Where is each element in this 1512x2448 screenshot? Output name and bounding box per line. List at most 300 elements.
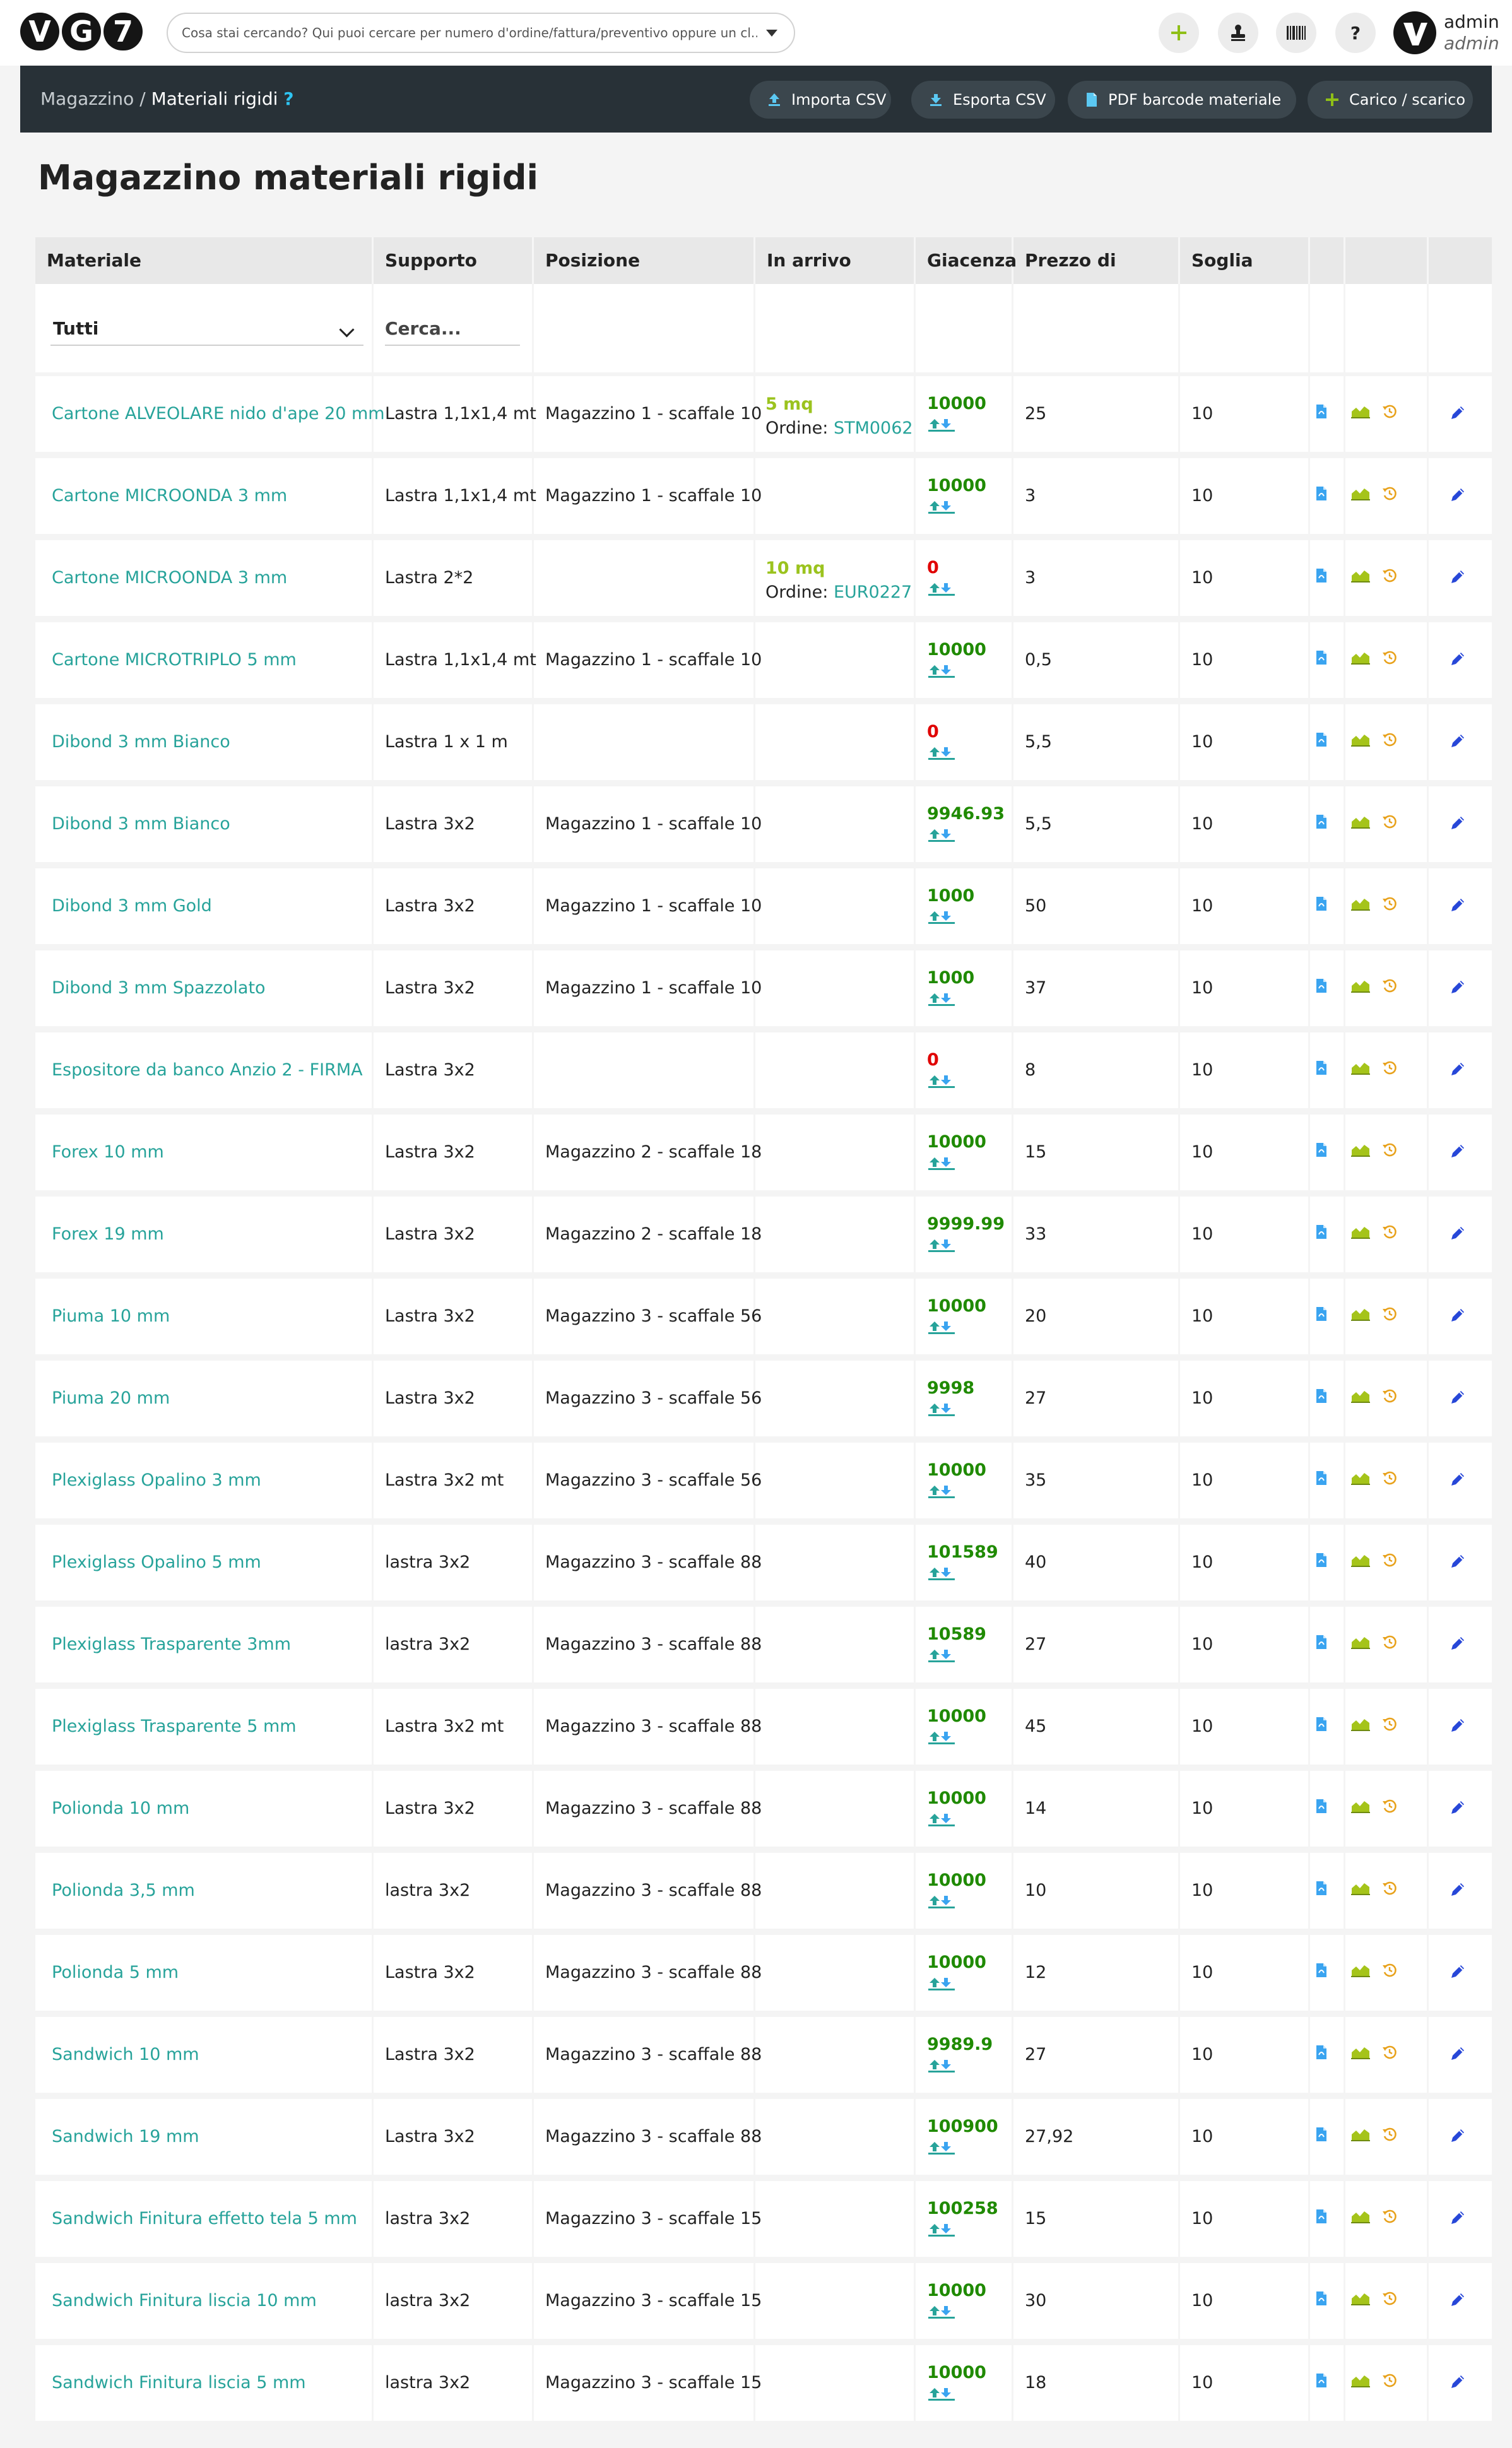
material-cell	[35, 1443, 374, 1518]
stock-move-button[interactable]	[927, 1156, 956, 1176]
threshold-cell	[1180, 704, 1310, 780]
pdf-button[interactable]	[1315, 1881, 1339, 1900]
edit-cell	[1429, 1443, 1492, 1518]
material-link[interactable]: Plexiglass Opalino 5 mm	[52, 1552, 261, 1572]
area-chart-icon	[1350, 486, 1371, 501]
support-value: lastra 3x2	[385, 1552, 471, 1572]
stock-move-button[interactable]	[927, 1812, 956, 1832]
edit-button[interactable]	[1449, 486, 1467, 508]
history-button[interactable]	[1382, 2209, 1409, 2228]
history-button[interactable]	[1382, 2291, 1409, 2310]
pencil-icon	[1449, 814, 1467, 832]
table-row	[35, 1032, 1492, 1108]
column-header-stock[interactable]: Giacenza	[916, 237, 1013, 284]
history-button[interactable]	[1382, 1635, 1409, 1654]
search-dropdown-caret-icon[interactable]	[766, 30, 777, 37]
price-value: 10	[1025, 1881, 1047, 1900]
table-filter-row	[35, 284, 1492, 376]
support-cell	[374, 622, 534, 698]
price-cell	[1013, 2017, 1180, 2093]
pdf-button[interactable]	[1315, 650, 1339, 670]
material-link[interactable]: Polionda 10 mm	[52, 1799, 190, 1818]
position-cell	[534, 786, 762, 862]
price-value: 5,5	[1025, 814, 1052, 834]
material-cell	[35, 1607, 374, 1682]
pdf-button[interactable]	[1315, 978, 1339, 998]
edit-button[interactable]	[1449, 1224, 1467, 1246]
threshold-value: 10	[1191, 1552, 1214, 1572]
edit-button[interactable]	[1449, 2373, 1467, 2395]
actions-cell	[1310, 458, 1345, 534]
history-button[interactable]	[1382, 1552, 1409, 1572]
position-value: Magazzino 3 - scaffale 88	[545, 2045, 762, 2064]
table-row	[35, 1361, 1492, 1436]
pdf-button[interactable]	[1315, 896, 1339, 916]
support-search-input[interactable]	[385, 312, 520, 346]
edit-button[interactable]	[1449, 1470, 1467, 1493]
pdf-button[interactable]	[1315, 2291, 1339, 2310]
history-button[interactable]	[1382, 568, 1409, 588]
stock-move-button[interactable]	[927, 1977, 956, 1996]
position-value: Magazzino 1 - scaffale 10	[545, 404, 762, 423]
actions-cell	[1345, 2099, 1429, 2175]
material-link[interactable]: Dibond 3 mm Gold	[52, 896, 212, 916]
column-header-material[interactable]: Materiale	[35, 237, 374, 284]
support-cell	[374, 1935, 534, 2011]
column-header-support[interactable]: Supporto	[374, 237, 534, 284]
stock-move-button[interactable]	[927, 1238, 956, 1258]
stock-cell	[916, 622, 1013, 698]
table-row	[35, 2099, 1492, 2175]
stock-move-icon	[927, 1812, 956, 1828]
chart-button[interactable]	[1350, 1881, 1382, 1900]
edit-button[interactable]	[1449, 1881, 1467, 1903]
pdf-button[interactable]	[1315, 1224, 1339, 1244]
edit-button[interactable]	[1449, 978, 1467, 1000]
support-value: Lastra 3x2	[385, 978, 475, 998]
edit-button[interactable]	[1449, 896, 1467, 918]
stock-move-button[interactable]	[927, 828, 956, 848]
history-button[interactable]	[1382, 1306, 1409, 1326]
file-pdf-icon	[1315, 1306, 1328, 1322]
stock-cell	[916, 1443, 1013, 1518]
history-button[interactable]	[1382, 896, 1409, 916]
actions-cell	[1345, 540, 1429, 616]
incoming-cell	[755, 2099, 916, 2175]
edit-button[interactable]	[1449, 404, 1467, 426]
chart-button[interactable]	[1350, 650, 1382, 670]
material-link[interactable]: Plexiglass Trasparente 3mm	[52, 1635, 292, 1654]
stock-move-icon	[927, 910, 956, 925]
table-row	[35, 376, 1492, 452]
edit-button[interactable]	[1449, 2291, 1467, 2313]
history-button[interactable]	[1382, 1963, 1409, 1982]
load-unload-label: Carico / scarico	[1349, 91, 1466, 109]
material-link[interactable]: Sandwich Finitura liscia 10 mm	[52, 2291, 317, 2310]
actions-cell	[1310, 1771, 1345, 1847]
filter-empty-cell	[755, 284, 916, 372]
material-cell	[35, 1689, 374, 1765]
chart-button[interactable]	[1350, 2045, 1382, 2064]
pdf-button[interactable]	[1315, 1963, 1339, 1982]
stock-value: 10000	[927, 1789, 986, 1808]
material-filter-select[interactable]	[50, 312, 363, 346]
pdf-button[interactable]	[1315, 1717, 1339, 1736]
history-button[interactable]	[1382, 1060, 1409, 1080]
price-cell	[1013, 868, 1180, 944]
actions-cell	[1345, 2345, 1429, 2421]
material-link[interactable]: Forex 19 mm	[52, 1224, 164, 1244]
history-button[interactable]	[1382, 1470, 1409, 1490]
edit-button[interactable]	[1449, 1963, 1467, 1985]
stock-move-button[interactable]	[927, 418, 956, 437]
history-button[interactable]	[1382, 1717, 1409, 1736]
stock-move-icon	[927, 2387, 956, 2402]
history-icon	[1382, 1799, 1397, 1814]
pencil-icon	[1449, 650, 1467, 668]
quick-add-button[interactable]	[1159, 13, 1199, 53]
pdf-button[interactable]	[1315, 2373, 1339, 2392]
material-link[interactable]: Sandwich 19 mm	[52, 2127, 199, 2146]
material-link[interactable]: Dibond 3 mm Bianco	[52, 732, 230, 752]
threshold-cell	[1180, 458, 1310, 534]
stock-move-icon	[927, 1730, 956, 1746]
threshold-value: 10	[1191, 1470, 1214, 1490]
chart-button[interactable]	[1350, 1224, 1382, 1244]
user-name: admin	[1444, 11, 1499, 32]
actions-cell	[1310, 868, 1345, 944]
material-link[interactable]: Plexiglass Trasparente 5 mm	[52, 1717, 297, 1736]
column-header-price[interactable]: Prezzo di	[1013, 237, 1180, 284]
material-link[interactable]: Piuma 20 mm	[52, 1388, 170, 1408]
pdf-button[interactable]	[1315, 814, 1339, 834]
history-button[interactable]	[1382, 814, 1409, 834]
threshold-value: 10	[1191, 978, 1214, 998]
incoming-cell	[755, 2345, 916, 2421]
material-link[interactable]: Forex 10 mm	[52, 1142, 164, 1162]
incoming-order-link[interactable]: EUR0227	[833, 582, 913, 602]
global-search[interactable]	[167, 13, 795, 53]
stock-move-button[interactable]	[927, 1320, 956, 1340]
stock-move-button[interactable]	[927, 2141, 956, 2160]
edit-button[interactable]	[1449, 568, 1467, 590]
stock-move-button[interactable]	[927, 1484, 956, 1504]
pencil-icon	[1449, 1142, 1467, 1160]
history-button[interactable]	[1382, 978, 1409, 998]
pdf-button[interactable]	[1315, 1470, 1339, 1490]
stamp-button[interactable]	[1218, 13, 1258, 53]
stock-move-button[interactable]	[927, 746, 956, 766]
edit-button[interactable]	[1449, 2209, 1467, 2231]
chart-button[interactable]	[1350, 2127, 1382, 2146]
actions-cell	[1310, 1361, 1345, 1436]
pencil-icon	[1449, 1224, 1467, 1242]
history-button[interactable]	[1382, 2127, 1409, 2146]
chart-button[interactable]	[1350, 1552, 1382, 1572]
threshold-cell	[1180, 1443, 1310, 1518]
area-chart-icon	[1350, 732, 1371, 747]
chart-button[interactable]	[1350, 1388, 1382, 1408]
help-button[interactable]	[1335, 13, 1376, 53]
chart-button[interactable]	[1350, 2209, 1382, 2228]
incoming-cell	[755, 1771, 916, 1847]
stock-move-button[interactable]	[927, 1566, 956, 1586]
threshold-value: 10	[1191, 568, 1214, 588]
breadcrumb-help[interactable]: ?	[283, 88, 294, 109]
stock-value: 10000	[927, 2281, 986, 2300]
support-value: Lastra 1,1x1,4 mt	[385, 486, 536, 506]
file-pdf-icon	[1315, 814, 1328, 829]
edit-button[interactable]	[1449, 1306, 1467, 1328]
pdf-button[interactable]	[1315, 2127, 1339, 2146]
edit-button[interactable]	[1449, 732, 1467, 754]
stock-move-button[interactable]	[927, 910, 956, 930]
barcode-button[interactable]	[1276, 13, 1316, 53]
edit-cell	[1429, 2017, 1492, 2093]
price-value: 30	[1025, 2291, 1047, 2310]
material-link[interactable]: Cartone ALVEOLARE nido d'ape 20 mm	[52, 404, 385, 423]
area-chart-icon	[1350, 2209, 1371, 2224]
support-cell	[374, 1197, 534, 1272]
history-button[interactable]	[1382, 1224, 1409, 1244]
support-cell	[374, 2017, 534, 2093]
area-chart-icon	[1350, 650, 1371, 665]
pdf-button[interactable]	[1315, 1142, 1339, 1162]
area-chart-icon	[1350, 1963, 1371, 1978]
history-icon	[1382, 896, 1397, 911]
material-filter-cell	[35, 284, 374, 372]
history-button[interactable]	[1382, 732, 1409, 752]
support-value: Lastra 3x2	[385, 896, 475, 916]
chart-button[interactable]	[1350, 486, 1382, 506]
chart-button[interactable]	[1350, 1060, 1382, 1080]
pencil-icon	[1449, 1388, 1467, 1406]
plus-icon	[1170, 24, 1188, 42]
chart-button[interactable]	[1350, 1717, 1382, 1736]
history-button[interactable]	[1382, 1881, 1409, 1900]
edit-button[interactable]	[1449, 1142, 1467, 1164]
actions-cell	[1310, 1032, 1345, 1108]
edit-cell	[1429, 2099, 1492, 2175]
pdf-barcode-button[interactable]	[1068, 81, 1296, 119]
edit-button[interactable]	[1449, 1799, 1467, 1821]
position-cell	[534, 704, 755, 780]
pdf-button[interactable]	[1315, 732, 1339, 752]
actions-cell	[1310, 540, 1345, 616]
actions-cell	[1310, 1525, 1345, 1600]
export-csv-button[interactable]	[911, 81, 1055, 119]
stock-move-icon	[927, 2223, 956, 2238]
stock-move-button[interactable]	[927, 2305, 956, 2324]
table-row	[35, 458, 1492, 534]
material-link[interactable]: Cartone MICROONDA 3 mm	[52, 486, 288, 506]
material-cell	[35, 376, 385, 452]
table-row	[35, 1771, 1492, 1847]
pdf-button[interactable]	[1315, 568, 1339, 588]
actions-cell	[1345, 1853, 1429, 1929]
support-value: lastra 3x2	[385, 2373, 471, 2392]
pdf-button[interactable]	[1315, 404, 1339, 423]
stock-move-button[interactable]	[927, 1895, 956, 1914]
material-link[interactable]: Sandwich Finitura liscia 5 mm	[52, 2373, 306, 2392]
history-button[interactable]	[1382, 1142, 1409, 1162]
history-icon	[1382, 1388, 1397, 1404]
pdf-button[interactable]	[1315, 2045, 1339, 2064]
pdf-button[interactable]	[1315, 1552, 1339, 1572]
table-row	[35, 622, 1492, 698]
stock-move-button[interactable]	[927, 1730, 956, 1750]
chart-button[interactable]	[1350, 1963, 1382, 1982]
edit-button[interactable]	[1449, 1552, 1467, 1575]
edit-button[interactable]	[1449, 2045, 1467, 2067]
area-chart-icon	[1350, 2373, 1371, 2388]
material-cell	[35, 1935, 374, 2011]
pdf-button[interactable]	[1315, 1306, 1339, 1326]
chart-button[interactable]	[1350, 1306, 1382, 1326]
pdf-button[interactable]	[1315, 1635, 1339, 1654]
incoming-cell	[755, 950, 916, 1026]
stock-move-button[interactable]	[927, 582, 956, 601]
price-cell	[1013, 1115, 1180, 1190]
support-value: Lastra 3x2 mt	[385, 1470, 504, 1490]
support-cell	[374, 1689, 534, 1765]
chart-button[interactable]	[1350, 896, 1382, 916]
actions-cell	[1310, 1853, 1345, 1929]
price-value: 27,92	[1025, 2127, 1074, 2146]
material-link[interactable]: Dibond 3 mm Bianco	[52, 814, 230, 834]
material-link[interactable]: Cartone MICROONDA 3 mm	[52, 568, 288, 588]
support-value: Lastra 3x2	[385, 1963, 475, 1982]
price-value: 15	[1025, 1142, 1047, 1162]
chart-button[interactable]	[1350, 568, 1382, 588]
position-value: Magazzino 3 - scaffale 88	[545, 1799, 762, 1818]
chart-button[interactable]	[1350, 732, 1382, 752]
edit-button[interactable]	[1449, 2127, 1467, 2149]
chart-button[interactable]	[1350, 1142, 1382, 1162]
edit-button[interactable]	[1449, 1717, 1467, 1739]
support-cell	[374, 1279, 534, 1354]
edit-button[interactable]	[1449, 1388, 1467, 1410]
price-value: 14	[1025, 1799, 1047, 1818]
price-cell	[1013, 950, 1180, 1026]
history-button[interactable]	[1382, 2373, 1409, 2392]
history-button[interactable]	[1382, 486, 1409, 506]
edit-button[interactable]	[1449, 1060, 1467, 1082]
stock-move-button[interactable]	[927, 500, 956, 519]
actions-cell	[1310, 1197, 1345, 1272]
stock-move-button[interactable]	[927, 1648, 956, 1668]
user-info[interactable]	[1444, 11, 1499, 54]
material-link[interactable]: Dibond 3 mm Spazzolato	[52, 978, 266, 998]
stock-value: 0	[927, 558, 939, 577]
chart-button[interactable]	[1350, 1799, 1382, 1818]
stock-move-button[interactable]	[927, 992, 956, 1012]
pdf-button[interactable]	[1315, 1060, 1339, 1080]
history-icon	[1382, 1470, 1397, 1486]
history-button[interactable]	[1382, 1799, 1409, 1818]
pdf-button[interactable]	[1315, 486, 1339, 506]
stock-move-button[interactable]	[927, 664, 956, 683]
stock-cell	[916, 1689, 1013, 1765]
stock-move-button[interactable]	[927, 2387, 956, 2406]
material-link[interactable]: Cartone MICROTRIPLO 5 mm	[52, 650, 297, 670]
pdf-button[interactable]	[1315, 2209, 1339, 2228]
column-header-threshold[interactable]: Soglia	[1180, 237, 1310, 284]
column-header-edit	[1429, 237, 1492, 284]
vg7-logo[interactable]	[20, 9, 146, 54]
actions-cell	[1345, 1525, 1429, 1600]
chart-button[interactable]	[1350, 1470, 1382, 1490]
edit-cell	[1429, 2263, 1492, 2339]
material-link[interactable]: Sandwich 10 mm	[52, 2045, 199, 2064]
stock-move-button[interactable]	[927, 1402, 956, 1422]
area-chart-icon	[1350, 404, 1371, 419]
user-avatar[interactable]	[1393, 11, 1436, 54]
chart-button[interactable]	[1350, 2373, 1382, 2392]
load-unload-button[interactable]	[1308, 81, 1473, 119]
material-link[interactable]: Polionda 3,5 mm	[52, 1881, 195, 1900]
column-header-position[interactable]: Posizione	[534, 237, 755, 284]
breadcrumb-parent[interactable]: Magazzino	[40, 88, 134, 109]
chart-button[interactable]	[1350, 978, 1382, 998]
threshold-cell	[1180, 868, 1310, 944]
material-filter-value: Tutti	[53, 318, 99, 339]
pdf-button[interactable]	[1315, 1799, 1339, 1818]
material-cell	[35, 1032, 374, 1108]
incoming-cell	[755, 786, 916, 862]
stock-move-button[interactable]	[927, 2223, 956, 2242]
history-icon	[1382, 1552, 1397, 1568]
table-row	[35, 786, 1492, 862]
stock-move-icon	[927, 2141, 956, 2156]
history-button[interactable]	[1382, 404, 1409, 423]
material-link[interactable]: Polionda 5 mm	[52, 1963, 179, 1982]
threshold-value: 10	[1191, 2291, 1214, 2310]
pencil-icon	[1449, 2373, 1467, 2391]
threshold-cell	[1180, 1032, 1310, 1108]
history-button[interactable]	[1382, 1388, 1409, 1408]
material-link[interactable]: Piuma 10 mm	[52, 1306, 170, 1326]
chart-button[interactable]	[1350, 814, 1382, 834]
edit-button[interactable]	[1449, 814, 1467, 836]
actions-cell	[1345, 950, 1429, 1026]
stock-move-button[interactable]	[927, 2059, 956, 2078]
material-link[interactable]: Sandwich Finitura effetto tela 5 mm	[52, 2209, 357, 2228]
history-button[interactable]	[1382, 2045, 1409, 2064]
column-header-incoming[interactable]: In arrivo	[755, 237, 916, 284]
stock-move-button[interactable]	[927, 1074, 956, 1094]
file-pdf-icon	[1315, 1470, 1328, 1486]
chart-button[interactable]	[1350, 404, 1382, 423]
history-button[interactable]	[1382, 650, 1409, 670]
chart-button[interactable]	[1350, 1635, 1382, 1654]
actions-cell	[1310, 1115, 1345, 1190]
edit-button[interactable]	[1449, 1635, 1467, 1657]
material-link[interactable]: Espositore da banco Anzio 2 - FIRMA	[52, 1060, 363, 1080]
import-csv-button[interactable]	[750, 81, 891, 119]
global-search-input[interactable]	[180, 25, 759, 41]
material-cell	[35, 868, 374, 944]
stock-value: 10000	[927, 1132, 986, 1152]
filter-empty-cell	[534, 284, 755, 372]
material-link[interactable]: Plexiglass Opalino 3 mm	[52, 1470, 261, 1490]
price-value: 0,5	[1025, 650, 1052, 670]
pdf-button[interactable]	[1315, 1388, 1339, 1408]
incoming-order-link[interactable]: STM0062	[833, 418, 913, 438]
file-pdf-icon	[1085, 92, 1098, 107]
edit-button[interactable]	[1449, 650, 1467, 672]
chart-button[interactable]	[1350, 2291, 1382, 2310]
